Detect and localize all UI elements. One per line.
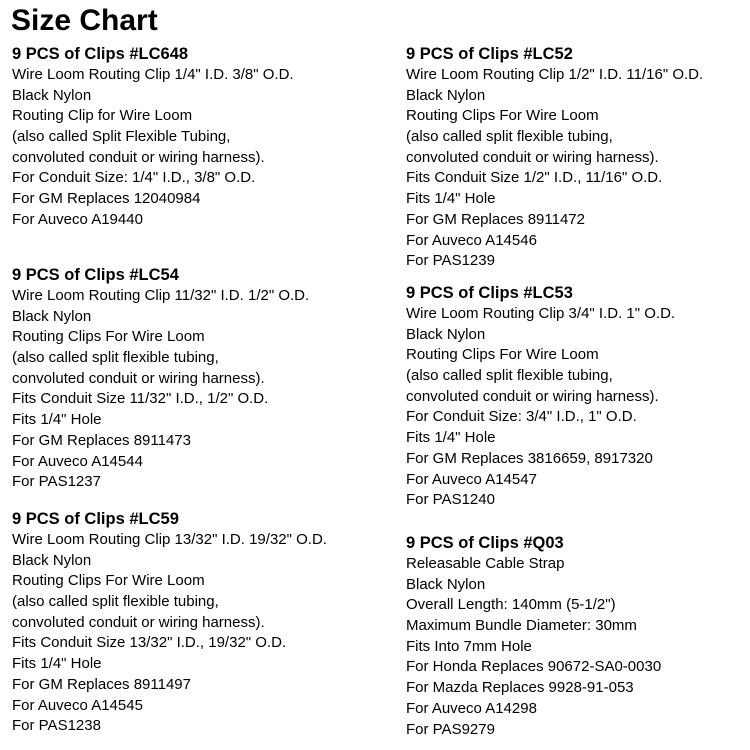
clip-spec-line: Black Nylon bbox=[406, 325, 486, 343]
clip-spec-line: For Honda Replaces 90672-SA0-0030 bbox=[406, 658, 662, 676]
clip-spec-line: Overall Length: 140mm (5-1/2") bbox=[406, 596, 616, 614]
clip-spec-line: (also called Split Flexible Tubing, bbox=[12, 128, 231, 146]
clip-spec-line: convoluted conduit or wiring harness). bbox=[12, 369, 265, 387]
clip-spec-line: For PAS1238 bbox=[12, 717, 101, 735]
clip-spec-line: For Auveco A14298 bbox=[406, 699, 537, 717]
clip-block-lc648 bbox=[12, 44, 294, 231]
clip-spec-line: Fits Into 7mm Hole bbox=[406, 637, 532, 655]
clip-spec-line: For Mazda Replaces 9928-91-053 bbox=[406, 679, 634, 697]
clip-spec-line: convoluted conduit or wiring harness). bbox=[12, 613, 265, 631]
clip-spec-line: For GM Replaces 8911497 bbox=[12, 675, 191, 693]
clip-spec-line: For Auveco A14546 bbox=[406, 231, 537, 249]
clip-spec-line: Releasable Cable Strap bbox=[406, 555, 565, 572]
clip-spec-line: For GM Replaces 12040984 bbox=[12, 190, 201, 208]
clip-heading: 9 PCS of Clips #LC59 bbox=[12, 510, 179, 528]
clip-spec-line: Black Nylon bbox=[12, 551, 92, 569]
clip-spec-line: Fits 1/4" Hole bbox=[406, 429, 496, 447]
clip-spec-line: convoluted conduit or wiring harness). bbox=[406, 387, 659, 405]
clip-heading: 9 PCS of Clips #LC53 bbox=[406, 284, 573, 302]
clip-spec-line: For GM Replaces 8911472 bbox=[406, 210, 585, 228]
clip-block-lc52 bbox=[406, 44, 703, 272]
clip-spec-line: Wire Loom Routing Clip 11/32" I.D. 1/2" O.D. bbox=[12, 287, 310, 304]
clip-spec-line: For GM Replaces 8911473 bbox=[12, 431, 191, 449]
clip-spec-line: For Auveco A14544 bbox=[12, 452, 143, 470]
clip-spec-line: convoluted conduit or wiring harness). bbox=[406, 148, 659, 166]
clip-spec-line: For Auveco A14545 bbox=[12, 696, 143, 714]
clip-spec-line: Fits Conduit Size 11/32" I.D., 1/2" O.D. bbox=[12, 390, 269, 408]
clip-spec-line: Routing Clips For Wire Loom bbox=[12, 328, 205, 346]
clip-spec-line: (also called split flexible tubing, bbox=[406, 128, 613, 146]
clip-heading: 9 PCS of Clips #LC54 bbox=[12, 266, 179, 284]
clip-spec-line: Routing Clip for Wire Loom bbox=[12, 107, 193, 125]
clip-spec-line: For PAS1240 bbox=[406, 491, 495, 509]
clip-spec-line: Fits Conduit Size 1/2" I.D., 11/16" O.D. bbox=[406, 169, 663, 187]
clip-spec-line: For Conduit Size: 1/4" I.D., 3/8" O.D. bbox=[12, 169, 256, 187]
clip-spec-line: Black Nylon bbox=[406, 575, 486, 593]
clip-spec-line: Routing Clips For Wire Loom bbox=[406, 346, 599, 364]
clip-spec-line: For Conduit Size: 3/4" I.D., 1" O.D. bbox=[406, 408, 637, 426]
clip-heading: 9 PCS of Clips #LC648 bbox=[12, 45, 189, 63]
clip-spec-line: Routing Clips For Wire Loom bbox=[12, 572, 205, 590]
clip-spec-line: Wire Loom Routing Clip 13/32" I.D. 19/32" O.D. bbox=[12, 531, 327, 548]
clip-spec-line: Fits Conduit Size 13/32" I.D., 19/32" O.D. bbox=[12, 634, 287, 652]
clip-spec-line: Black Nylon bbox=[12, 86, 92, 104]
clip-spec-line: Fits 1/4" Hole bbox=[12, 655, 102, 673]
clip-block-lc53 bbox=[406, 283, 675, 511]
clip-spec-line: (also called split flexible tubing, bbox=[12, 349, 219, 367]
page-title: Size Chart bbox=[11, 4, 158, 37]
clip-spec-line: (also called split flexible tubing, bbox=[12, 593, 219, 611]
clip-spec-line: Wire Loom Routing Clip 1/2" I.D. 11/16" O.D. bbox=[406, 66, 704, 83]
clip-spec-line: For GM Replaces 3816659, 8917320 bbox=[406, 449, 653, 467]
clip-spec-line: For Auveco A14547 bbox=[406, 470, 537, 488]
clip-block-lc59 bbox=[12, 509, 327, 737]
clip-spec-line: Fits 1/4" Hole bbox=[406, 190, 496, 208]
clip-spec-line: convoluted conduit or wiring harness). bbox=[12, 148, 265, 166]
clip-heading: 9 PCS of Clips #Q03 bbox=[406, 534, 564, 552]
clip-spec-line: Routing Clips For Wire Loom bbox=[406, 107, 599, 125]
clip-spec-line: Wire Loom Routing Clip 3/4" I.D. 1" O.D. bbox=[406, 305, 676, 322]
clip-spec-line: Black Nylon bbox=[12, 307, 92, 325]
clip-spec-line: For Auveco A19440 bbox=[12, 210, 143, 228]
clip-spec-line: Black Nylon bbox=[406, 86, 486, 104]
clip-spec-line: Fits 1/4" Hole bbox=[12, 411, 102, 429]
clip-spec-line: For PAS9279 bbox=[406, 720, 495, 738]
clip-spec-line: For PAS1237 bbox=[12, 473, 101, 491]
clip-block-lc54 bbox=[12, 265, 309, 493]
clip-spec-line: For PAS1239 bbox=[406, 252, 495, 270]
clip-block-q03 bbox=[406, 533, 661, 740]
clip-spec-line: Wire Loom Routing Clip 1/4" I.D. 3/8" O.D. bbox=[12, 66, 294, 83]
clip-heading: 9 PCS of Clips #LC52 bbox=[406, 45, 573, 63]
clip-spec-line: (also called split flexible tubing, bbox=[406, 367, 613, 385]
clip-spec-line: Maximum Bundle Diameter: 30mm bbox=[406, 617, 637, 635]
